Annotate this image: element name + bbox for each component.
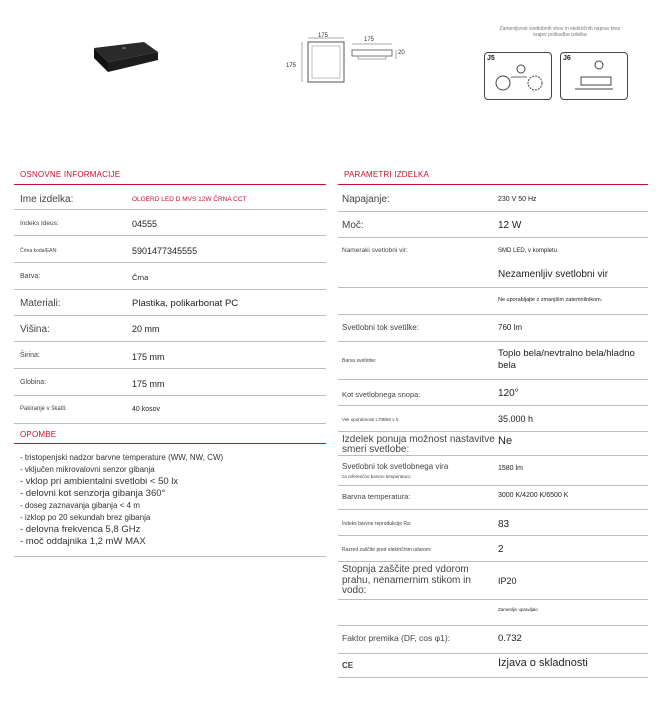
note-item: - doseg zaznavanja gibanja < 4 m: [20, 501, 140, 510]
param-row-ce: [338, 654, 648, 678]
param-row-ip-rating: Stopnja zaščite pred vdorom prahu, nenamernim stikom in vodo: IP20: [338, 562, 648, 600]
dim-height-label: 175: [286, 63, 297, 69]
note-item: - moč oddajnika 1,2 mW MAX: [20, 536, 146, 547]
param-row-source-flux: Svetlobni tok svetlobnega vira za referenčno barvno temperaturo: 1580 lm: [338, 456, 648, 486]
info-row-color: Barva: Črna: [14, 263, 326, 290]
param-row-dimmer: Ne uporabljajte z zmanjšim zatemnilnikom.: [338, 288, 648, 315]
param-row-power-factor: Faktor premika (DF, cos φ1): 0.732: [338, 626, 648, 654]
notes-divider: [14, 443, 326, 444]
note-item: - tristopenjski nadzor barvne temperature (WW, NW, CW): [20, 453, 224, 462]
param-row-non-replaceable: Nezamenljiv svetlobni vir: [338, 264, 648, 288]
note-item: - vklop pri ambientalni svetlobi < 50 lx: [20, 476, 179, 487]
note-item: - izklop po 20 sekundah brez gibanja: [20, 513, 151, 522]
info-row-height: Višina: 20 mm: [14, 316, 326, 342]
dim-width-label: 175: [318, 33, 329, 39]
badge-j5-tag: J5: [487, 55, 495, 62]
param-row-beam-angle: Kot svetlobnega snopa: 120°: [338, 380, 648, 406]
dim-depth-label: 20: [398, 50, 405, 56]
note-item: - delovni kot senzorja gibanja 360°: [20, 488, 166, 499]
param-row-direction: Izdelek ponuja možnost nastavitve smeri svetlobe: Ne: [338, 432, 648, 456]
note-item: - vključen mikrovalovni senzor gibanja: [20, 465, 155, 474]
info-row-ean: Črtna koda/EAN: 5901477345555: [14, 236, 326, 263]
dimension-drawing: [288, 32, 408, 92]
params-divider: [338, 184, 648, 185]
param-row-power: Moč: 12 W: [338, 212, 648, 238]
ce-mark: CE: [342, 661, 354, 670]
basic-info-divider: [14, 184, 326, 185]
declaration-of-conformity-link[interactable]: Izjava o skladnosti: [498, 657, 588, 669]
param-row-lifetime: Vek uporabnosti L70B50 v h: 35.000 h: [338, 406, 648, 432]
param-row-light-color: Barva svetlobe: Toplo bela/nevtralno bela/hladno bela: [338, 342, 648, 380]
notice-line-2: krajev poškodbe izdelka: [533, 32, 587, 38]
param-row-cri: Indeks barvne reprodukcije Ra: 83: [338, 510, 648, 536]
dim-side-width-label: 175: [364, 37, 375, 43]
note-item: - delovna frekvenca 5,8 GHz: [20, 524, 141, 535]
param-row-color-temp: Barvna temperatura: 3000 K/4200 K/6500 K: [338, 486, 648, 510]
basic-info-title: OSNOVNE INFORMACIJE: [20, 170, 121, 179]
param-row-power-supply: Napajanje: 230 V 50 Hz: [338, 186, 648, 212]
notes-list: [20, 452, 320, 548]
notes-title: OPOMBE: [20, 430, 57, 439]
info-row-materials: Materiali: Plastika, polikarbonat PC: [14, 290, 326, 316]
replaceability-notice: [486, 26, 634, 38]
param-row-protection-class: Razred zaščite pred električnim udarom: 2: [338, 536, 648, 562]
param-row-replaceable-control: Zamenljiv upravljalo: [338, 600, 648, 626]
badge-j6-tag: J6: [563, 55, 571, 62]
info-row-index: Indeks Ideus: 04555: [14, 210, 326, 236]
params-title: PARAMETRI IZDELKA: [344, 170, 430, 179]
param-row-light-source: Nameraki svetlobni vir: SMD LED, v kompletu: [342, 247, 558, 254]
product-lamp-image: [88, 38, 160, 82]
info-row-depth: Globina: 175 mm: [14, 369, 326, 396]
info-row-packaging: Pakiranje v škatli: 40 kosov: [14, 396, 326, 424]
badge-j6: [560, 52, 628, 100]
notes-bottom-divider: [14, 556, 326, 557]
badge-j5: [484, 52, 552, 100]
info-row-width: Širina: 175 mm: [14, 342, 326, 369]
info-row-name: Ime izdelka: OLGERD LED D MVS 12W ČRNA CCT: [14, 186, 326, 210]
notice-line-1: Zamenljivost svetlobnih virov in električnih naprav brez: [499, 26, 621, 32]
param-row-luminous-flux: Svetlobni tok svetilke: 760 lm: [338, 315, 648, 342]
